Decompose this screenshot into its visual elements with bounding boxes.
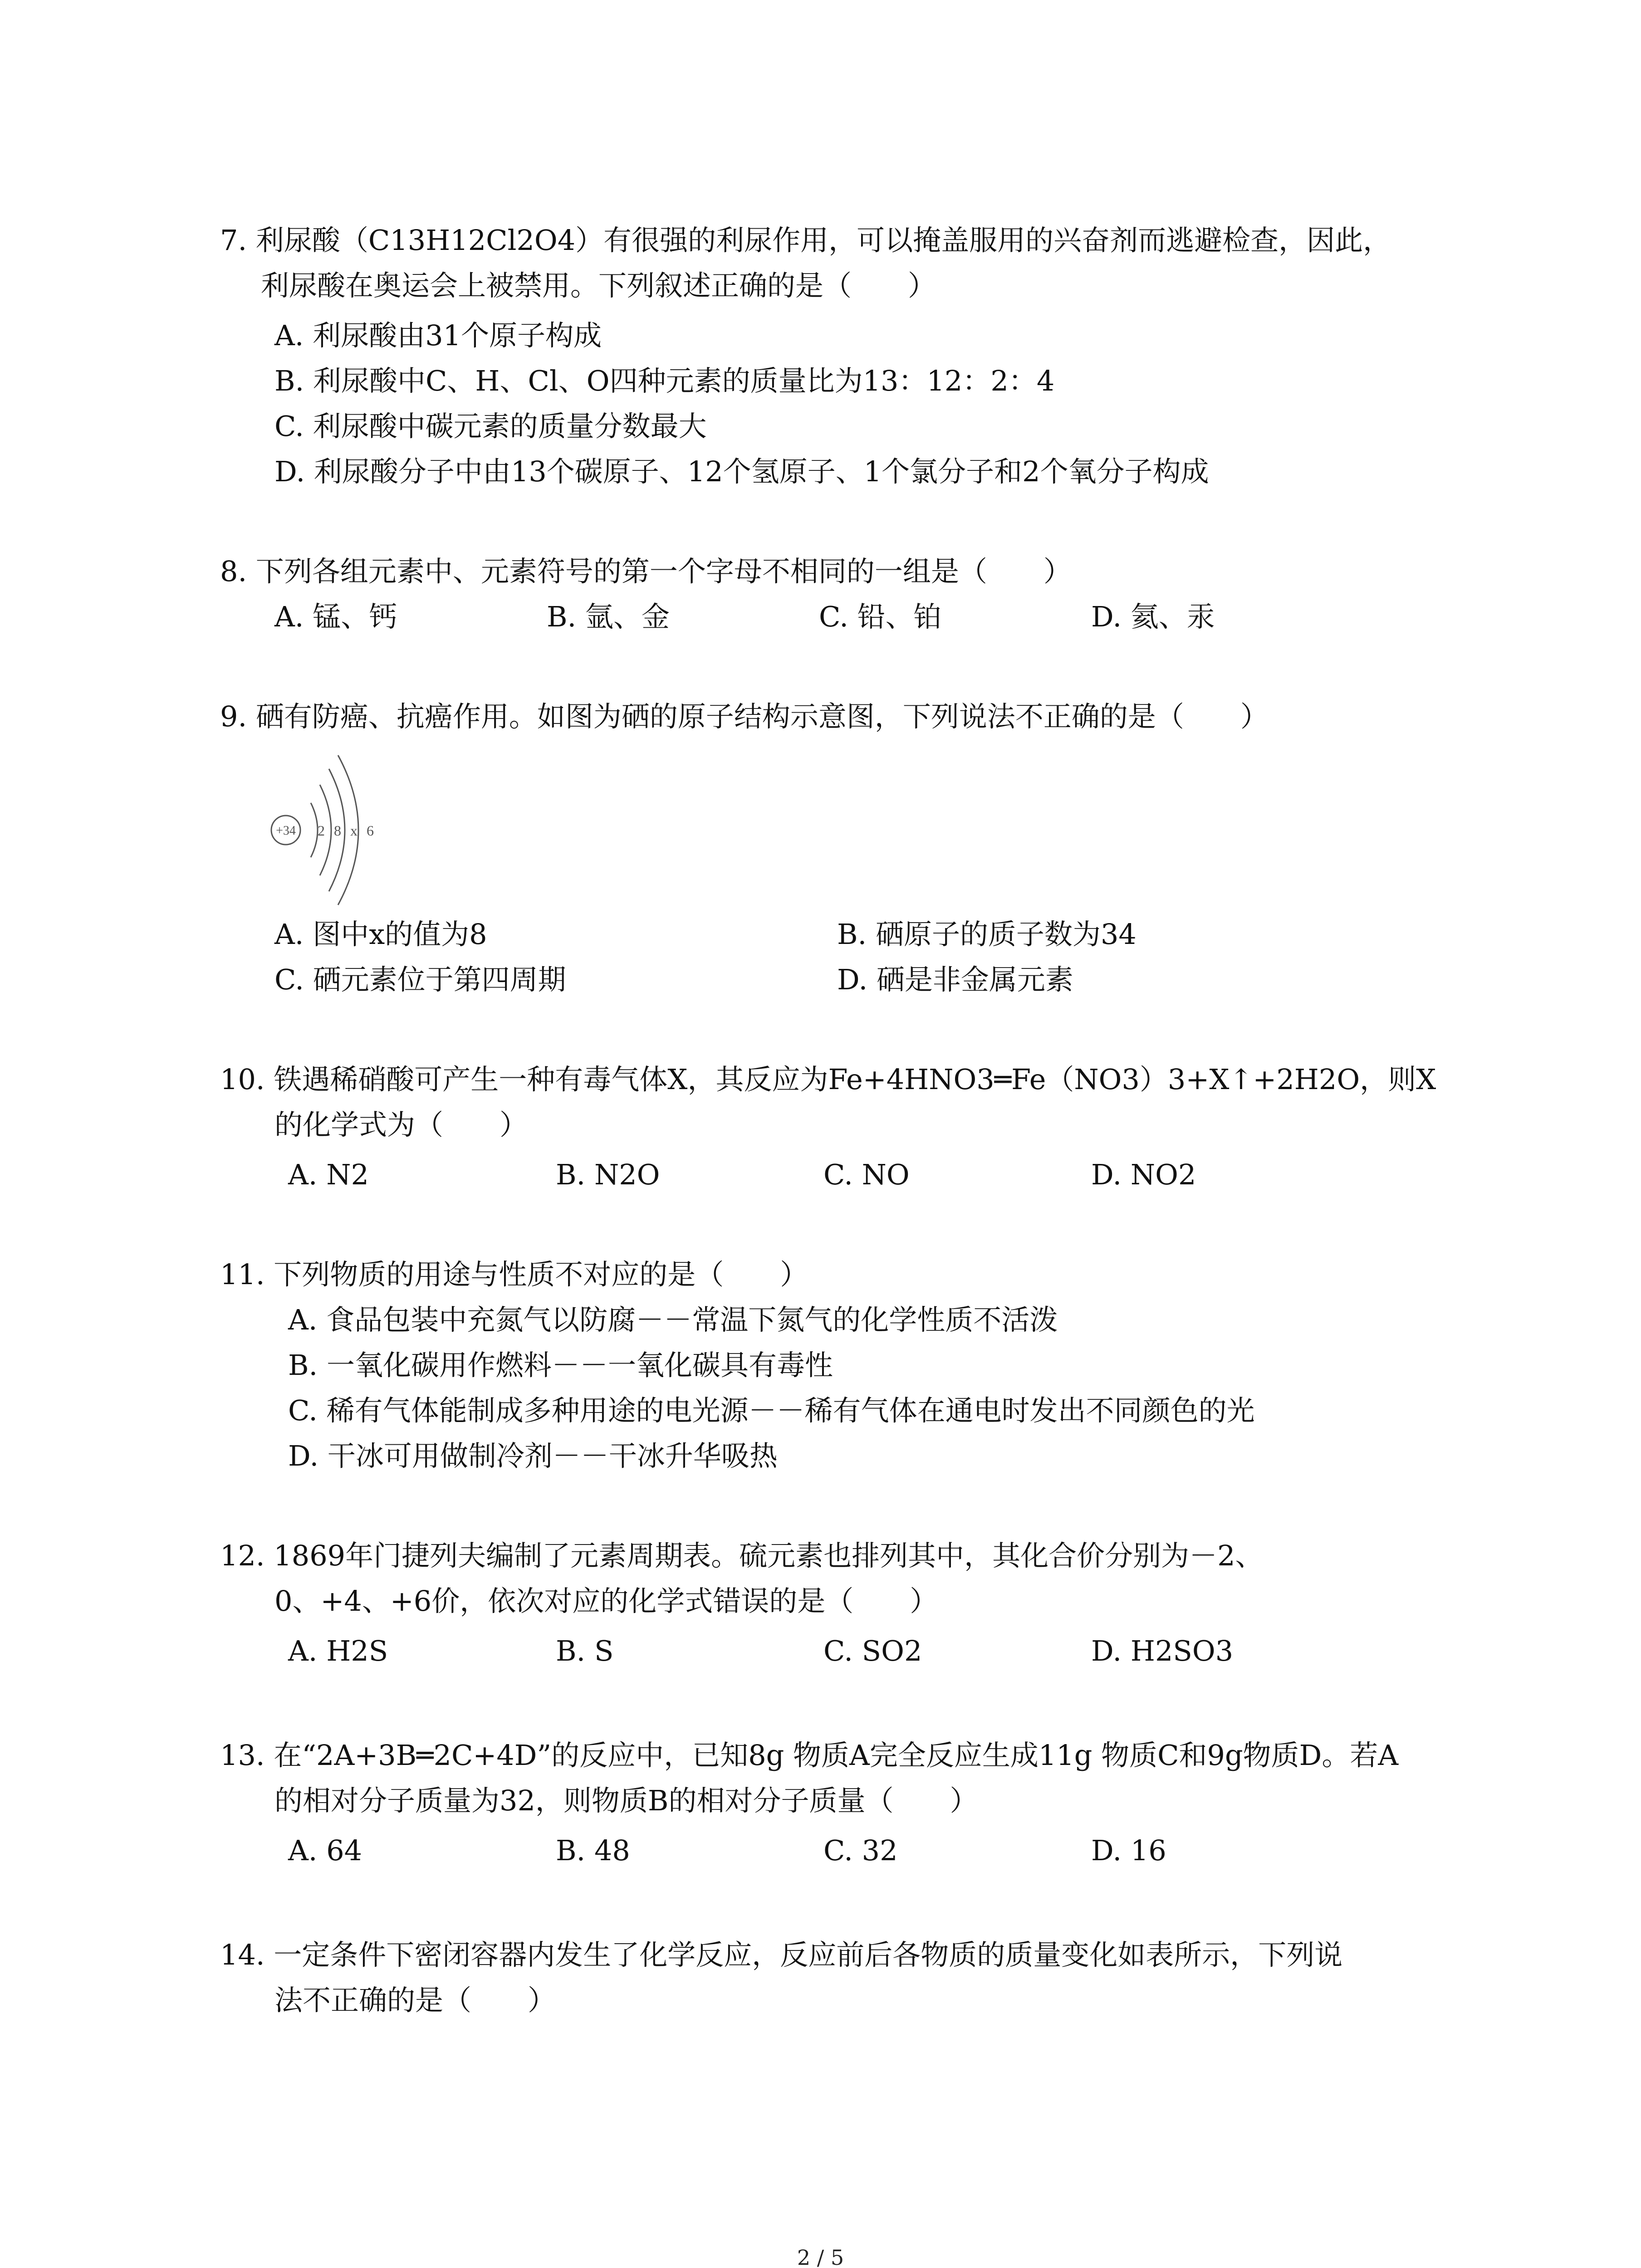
q7-option-c: C. 利尿酸中碳元素的质量分数最大 [274,410,707,443]
page-number: 2 / 5 [797,2245,844,2268]
q8-option-d: D. 氦、汞 [1091,600,1215,633]
q12-option-b: B. S [556,1634,614,1667]
q10-option-d: D. NO2 [1091,1158,1196,1191]
q12-option-a: A. H2S [288,1634,388,1667]
q7-stem-line1: 7. 利尿酸（C13H12Cl2O4）有很强的利尿作用，可以掩盖服用的兴奋剂而逃避检查，因此， [220,224,1391,257]
q8-option-c: C. 铅、铂 [819,600,942,633]
q8-option-b: B. 氩、金 [547,600,670,633]
q7-option-d: D. 利尿酸分子中由13个碳原子、12个氢原子、1个氯分子和2个氧分子构成 [274,455,1209,488]
q7-option-b: B. 利尿酸中C、H、Cl、O四种元素的质量比为13：12：2：4 [274,364,1055,397]
q13-option-a: A. 64 [288,1834,362,1867]
q9-option-d: D. 硒是非金属元素 [837,963,1073,996]
q12-stem-line2: 0、+4、+6价，依次对应的化学式错误的是（ ） [274,1584,938,1618]
shell-arc-1 [311,803,318,857]
q12-stem-line1: 12. 1869年门捷列夫编制了元素周期表。硫元素也排列其中，其化合价分别为－2、 [220,1539,1264,1572]
selenium-atom-diagram [268,748,395,912]
q10-option-c: C. NO [823,1158,910,1191]
q9-stem: 9. 硒有防癌、抗癌作用。如图为硒的原子结构示意图，下列说法不正确的是（ ） [220,700,1269,733]
q8-stem: 8. 下列各组元素中、元素符号的第一个字母不相同的一组是（ ） [220,555,1072,588]
q13-option-b: B. 48 [556,1834,630,1867]
q10-option-b: B. N2O [556,1158,660,1191]
q14-stem-line1: 14. 一定条件下密闭容器内发生了化学反应，反应前后各物质的质量变化如表所示，下列说 [220,1938,1343,1971]
shell-electron-labels: 2 8 x 6 [318,822,377,839]
q13-stem-line2: 的相对分子质量为32，则物质B的相对分子质量（ ） [274,1784,978,1817]
q11-option-b: B. 一氧化碳用作燃料－－一氧化碳具有毒性 [288,1349,833,1382]
q14-stem-line2: 法不正确的是（ ） [274,1984,556,2017]
q13-option-c: C. 32 [823,1834,898,1867]
q10-stem-line2: 的化学式为（ ） [274,1108,528,1141]
q7-option-a: A. 利尿酸由31个原子构成 [274,319,602,352]
q10-stem-line1: 10. 铁遇稀硝酸可产生一种有毒气体X，其反应为Fe+4HNO3═Fe（NO3）3+X↑+2H2O，则X [220,1063,1436,1096]
nucleus-charge-label: +34 [276,824,296,838]
q10-option-a: A. N2 [288,1158,369,1191]
q7-stem-line2: 利尿酸在奥运会上被禁用。下列叙述正确的是（ ） [261,269,936,302]
q11-stem: 11. 下列物质的用途与性质不对应的是（ ） [220,1258,808,1291]
q11-option-d: D. 干冰可用做制冷剂－－干冰升华吸热 [288,1439,778,1472]
q11-option-c: C. 稀有气体能制成多种用途的电光源－－稀有气体在通电时发出不同颜色的光 [288,1394,1255,1427]
q11-option-a: A. 食品包装中充氮气以防腐－－常温下氮气的化学性质不活泼 [288,1303,1058,1336]
q9-option-c: C. 硒元素位于第四周期 [274,963,566,996]
q12-option-c: C. SO2 [823,1634,922,1667]
q13-stem-line1: 13. 在“2A+3B═2C+4D”的反应中，已知8g 物质A完全反应生成11g 物质C和9g物质D。若A [220,1739,1399,1772]
q9-option-b: B. 硒原子的质子数为34 [837,918,1136,951]
q12-option-d: D. H2SO3 [1091,1634,1234,1667]
q13-option-d: D. 16 [1091,1834,1166,1867]
q8-option-a: A. 锰、钙 [274,600,397,633]
q9-option-a: A. 图中x的值为8 [274,918,487,951]
